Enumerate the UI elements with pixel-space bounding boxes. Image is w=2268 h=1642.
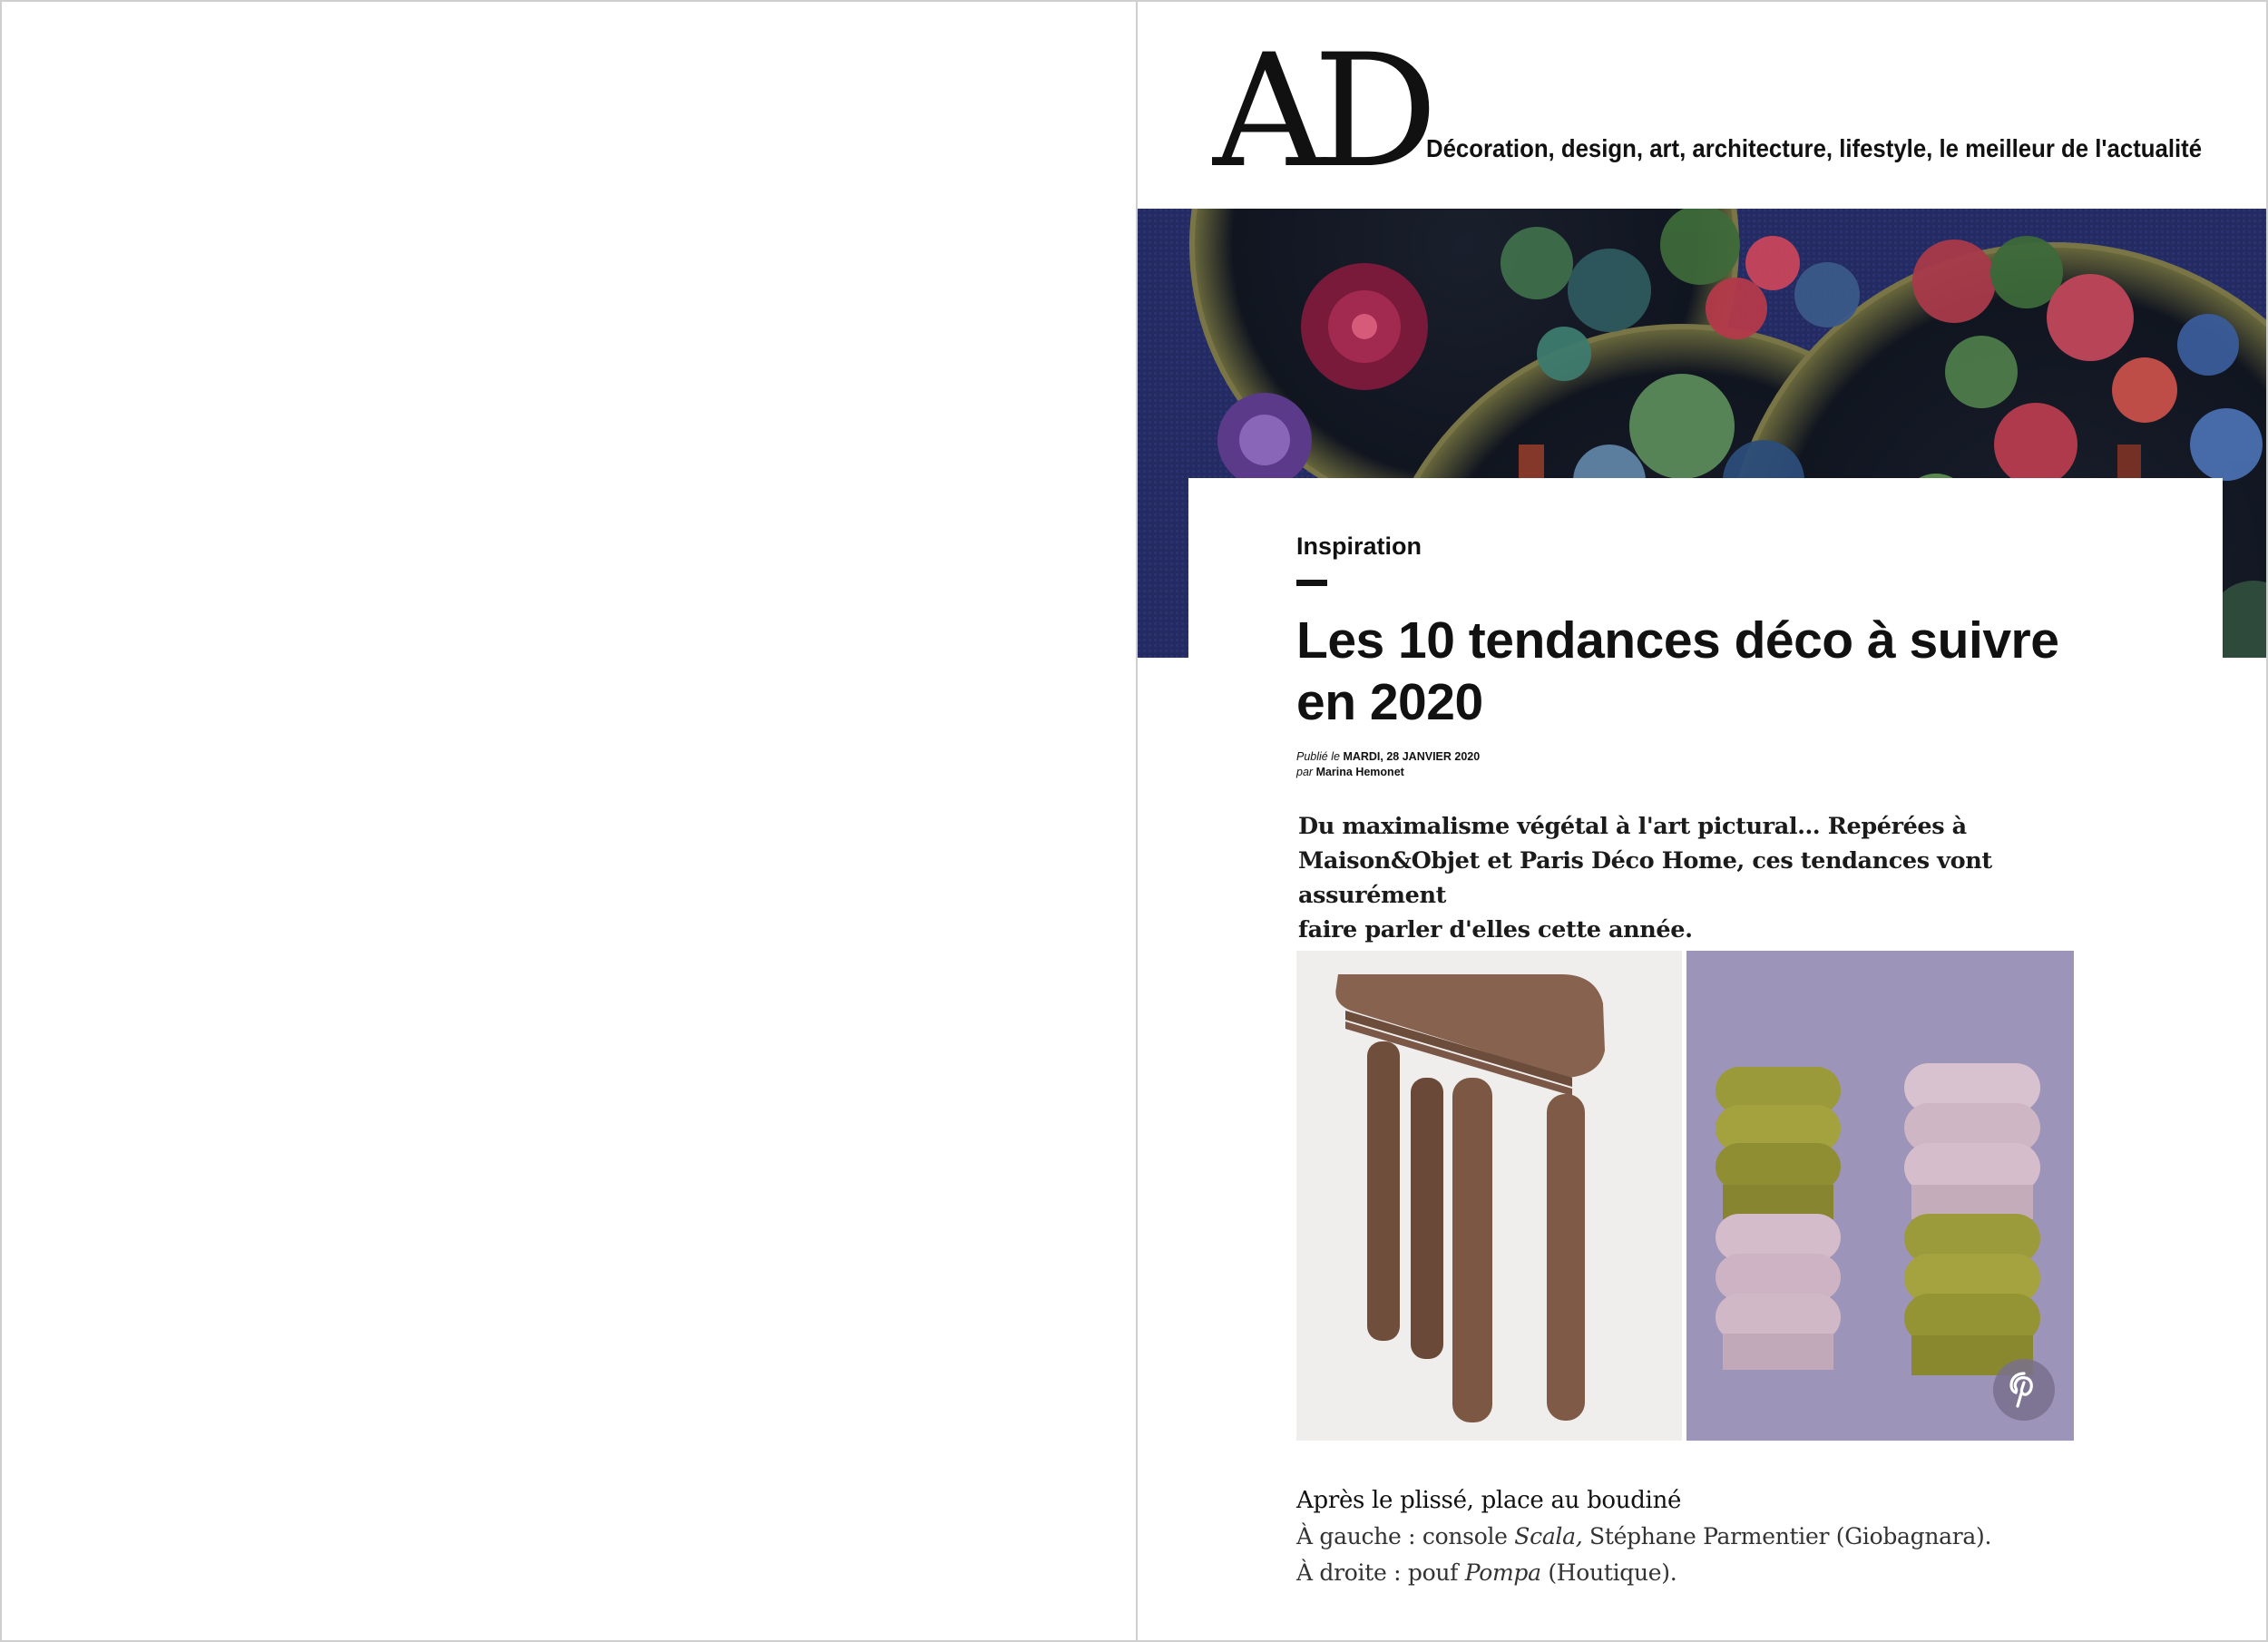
caption-right-product: Pompa: [1464, 1559, 1541, 1586]
author-name[interactable]: Marina Hemonet: [1315, 766, 1404, 778]
caption-left-product: Scala,: [1514, 1523, 1583, 1549]
headline-line-1: Les 10 tendances déco à suivre: [1296, 611, 2059, 670]
caption-left: [1296, 1523, 1991, 1549]
category-divider: [1296, 580, 1327, 586]
pinterest-save-button[interactable]: [1993, 1359, 2055, 1421]
dek-line-2: Maison&Objet et Paris Déco Home, ces tendances vont assurément: [1298, 847, 1992, 909]
article-page: [1136, 0, 2268, 1642]
caption-title: Après le plissé, place au boudiné: [1296, 1487, 1682, 1514]
site-tagline: Décoration, design, art, architecture, lifestyle, le meilleur de l'actualité: [1426, 134, 2203, 162]
headline-line-2: en 2020: [1296, 673, 1483, 731]
byline: [1296, 749, 1480, 780]
caption-right-suffix: (Houtique).: [1540, 1559, 1677, 1586]
console-photo: [1296, 951, 1682, 1441]
pouf-photo: [1686, 951, 2074, 1441]
published-date: MARDI, 28 JANVIER 2020: [1343, 750, 1481, 763]
pinterest-icon: [2009, 1372, 2039, 1408]
article-category[interactable]: Inspiration: [1296, 533, 1422, 560]
author-label: par: [1296, 766, 1314, 778]
dek-line-3: faire parler d'elles cette année.: [1298, 916, 1693, 943]
article-headline: [1296, 610, 2113, 733]
caption-right: [1296, 1559, 1677, 1586]
article-dek: [1298, 809, 2087, 947]
caption-left-suffix: Stéphane Parmentier (Giobagnara).: [1582, 1523, 1992, 1549]
dek-line-1: Du maximalisme végétal à l'art pictural… Repérées à: [1298, 813, 1967, 840]
article-card: [1188, 478, 2223, 1639]
caption-right-prefix: À droite : pouf: [1296, 1559, 1465, 1586]
caption-left-prefix: À gauche : console: [1296, 1523, 1515, 1549]
published-label: Publié le: [1296, 750, 1340, 763]
ad-logo[interactable]: AD: [1213, 20, 1426, 202]
